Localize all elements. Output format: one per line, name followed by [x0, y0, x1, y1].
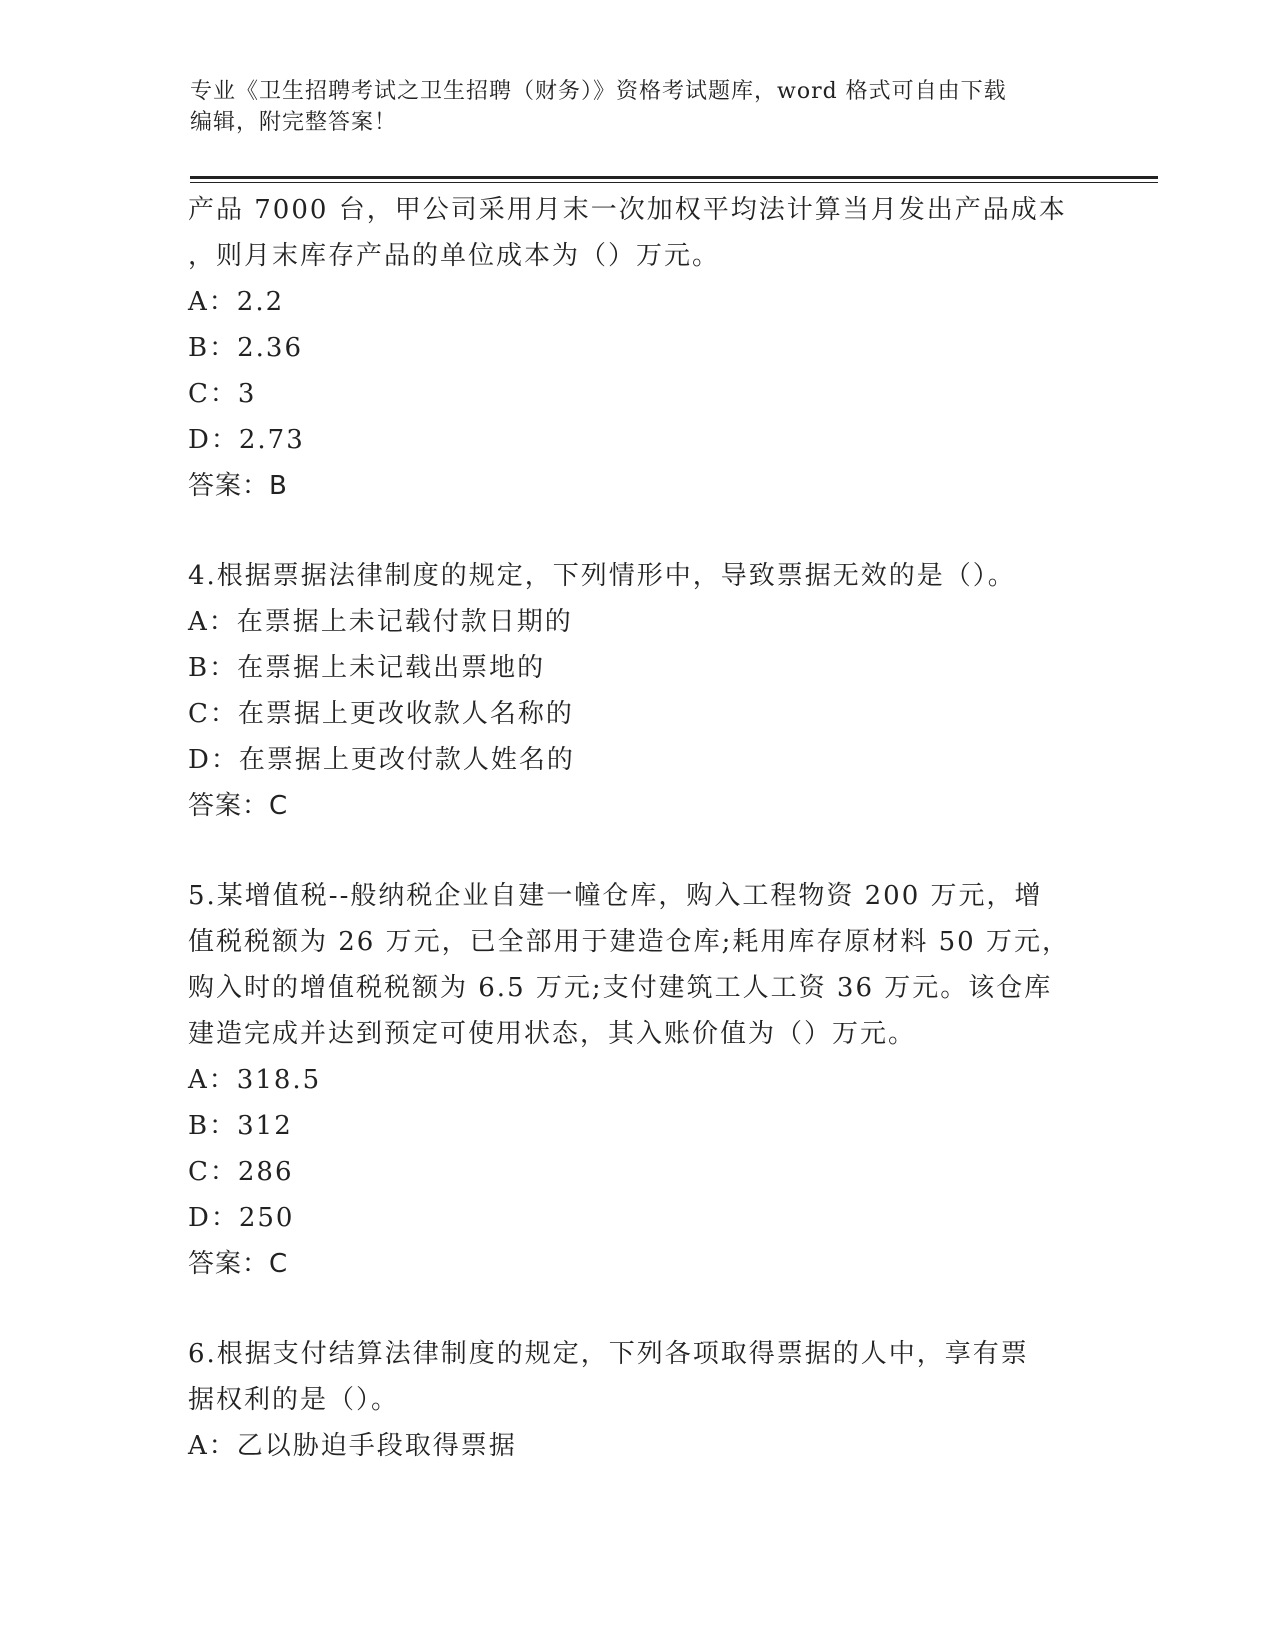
- option-a: A：2.2: [188, 287, 285, 317]
- option-a: A：在票据上未记载付款日期的: [188, 607, 573, 637]
- option-c: C：286: [188, 1157, 294, 1187]
- option-b: B：2.36: [188, 333, 303, 363]
- option-a: A：乙以胁迫手段取得票据: [188, 1431, 517, 1461]
- answer-line: 答案：C: [188, 791, 289, 821]
- option-d: D：2.73: [188, 425, 305, 455]
- option-d: D：在票据上更改付款人姓名的: [188, 745, 575, 775]
- question-4: [188, 553, 1088, 829]
- question-text-line: 4.根据票据法律制度的规定，下列情形中，导致票据无效的是（）。: [188, 561, 1016, 591]
- option-b: B：在票据上未记载出票地的: [188, 653, 546, 683]
- question-text-line: 产品 7000 台，甲公司采用月末一次加权平均法计算当月发出产品成本: [188, 195, 1067, 225]
- header-divider-thick: [190, 176, 1158, 179]
- option-c: C：3: [188, 379, 257, 409]
- question-text-line: 据权利的是（）。: [188, 1385, 400, 1415]
- spacer: [188, 829, 1088, 873]
- question-list: [188, 187, 1088, 1469]
- question-6: [188, 1331, 1088, 1469]
- document-header: [190, 76, 1070, 138]
- question-text-line: 建造完成并达到预定可使用状态，其入账价值为（）万元。: [188, 1019, 917, 1049]
- answer-line: 答案：C: [188, 1249, 289, 1279]
- spacer: [188, 509, 1088, 553]
- question-3: [188, 187, 1088, 509]
- question-5: [188, 873, 1088, 1287]
- answer-line: 答案：B: [188, 471, 288, 501]
- option-d: D：250: [188, 1203, 295, 1233]
- option-b: B：312: [188, 1111, 293, 1141]
- question-text-line: 6.根据支付结算法律制度的规定，下列各项取得票据的人中，享有票: [188, 1339, 1029, 1369]
- header-line-1: 专业《卫生招聘考试之卫生招聘（财务）》资格考试题库，word 格式可自由下载: [190, 79, 1007, 104]
- header-divider-thin: [190, 182, 1158, 183]
- spacer: [188, 1287, 1088, 1331]
- question-text-line: 值税税额为 26 万元，已全部用于建造仓库;耗用库存原材料 50 万元，: [188, 927, 1070, 957]
- option-a: A：318.5: [188, 1065, 322, 1095]
- question-text-line: 5.某增值税--般纳税企业自建一幢仓库，购入工程物资 200 万元，增: [188, 881, 1043, 911]
- question-text-line: ，则月末库存产品的单位成本为（）万元。: [188, 241, 721, 271]
- option-c: C：在票据上更改收款人名称的: [188, 699, 574, 729]
- question-text-line: 购入时的增值税税额为 6.5 万元;支付建筑工人工资 36 万元。该仓库: [188, 973, 1053, 1003]
- header-line-2: 编辑，附完整答案！: [190, 110, 398, 135]
